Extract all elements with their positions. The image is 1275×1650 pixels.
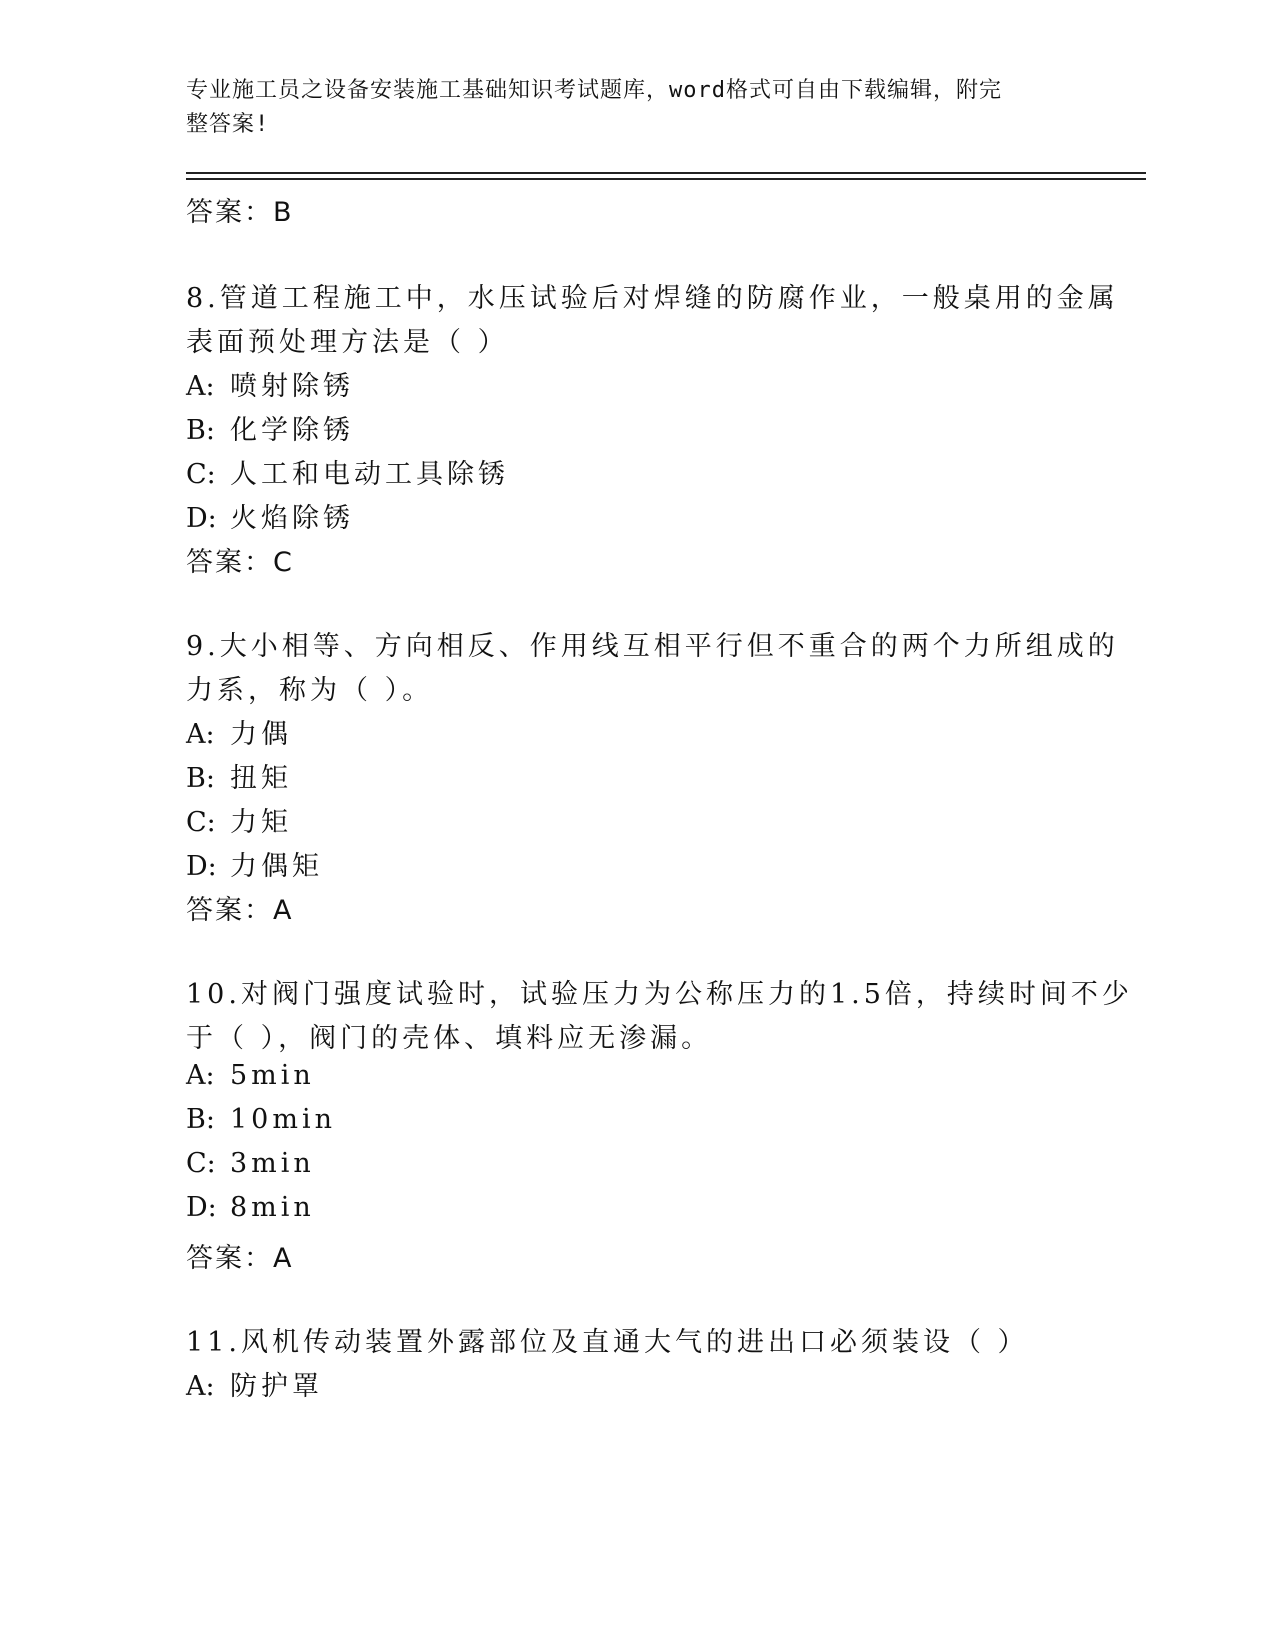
answer-line: 答案：B [186, 197, 294, 228]
question-10-line-1: 10.对阀门强度试验时，试验压力为公称压力的1.5倍，持续时间不少 [186, 979, 1133, 1010]
question-8-option-b [186, 408, 354, 447]
option-key: A: [186, 371, 215, 402]
option-text: 力矩 [230, 807, 292, 838]
header-line-1: 专业施工员之设备安装施工基础知识考试题库，word格式可自由下载编辑，附完 [186, 78, 1002, 103]
option-text: 扭矩 [230, 763, 292, 794]
option-key: A: [186, 1371, 215, 1402]
question-9-line-1: 9.大小相等、方向相反、作用线互相平行但不重合的两个力所组成的 [186, 631, 1119, 662]
question-8-line-1: 8.管道工程施工中，水压试验后对焊缝的防腐作业，一般桌用的金属 [186, 283, 1119, 314]
option-text: 8min [230, 1192, 315, 1223]
question-8-option-c [186, 452, 509, 491]
header-rule-upper [186, 172, 1146, 174]
question-11-option-a [186, 1364, 323, 1403]
question-8-option-a [186, 364, 354, 403]
question-9-option-b [186, 756, 292, 795]
question-10-option-b [186, 1104, 336, 1135]
question-9-line-2: 力系，称为（ ）。 [186, 675, 434, 706]
question-8-option-d [186, 496, 354, 535]
option-text: 人工和电动工具除锈 [230, 459, 509, 490]
question-9-option-d [186, 844, 323, 883]
option-key: C: [186, 807, 216, 838]
option-text: 防护罩 [230, 1371, 323, 1402]
option-text: 10min [230, 1104, 336, 1135]
question-10-option-a [186, 1060, 315, 1091]
document-header [186, 74, 1066, 142]
option-text: 3min [230, 1148, 315, 1179]
option-key: A: [186, 719, 215, 750]
option-key: B: [186, 763, 215, 794]
question-10-line-2: 于（ ），阀门的壳体、填料应无渗漏。 [186, 1023, 713, 1054]
option-key: B: [186, 415, 215, 446]
option-text: 力偶矩 [230, 851, 323, 882]
option-text: 喷射除锈 [230, 371, 354, 402]
question-8-line-2: 表面预处理方法是（ ） [186, 327, 509, 358]
question-10-option-d [186, 1192, 315, 1223]
option-text: 化学除锈 [230, 415, 354, 446]
option-key: D: [186, 503, 217, 534]
question-10-answer: 答案：A [186, 1243, 294, 1274]
question-9-option-a [186, 712, 292, 751]
option-key: A: [186, 1060, 215, 1091]
question-10-option-c [186, 1148, 315, 1179]
option-text: 火焰除锈 [230, 503, 354, 534]
option-text: 力偶 [230, 719, 292, 750]
question-9-answer: 答案：A [186, 895, 294, 926]
option-key: C: [186, 1148, 216, 1179]
header-rule-lower [186, 178, 1146, 180]
question-11-line-1: 11.风机传动装置外露部位及直通大气的进出口必须装设（ ） [186, 1327, 1029, 1358]
header-line-2: 整答案! [186, 112, 270, 137]
option-key: D: [186, 1192, 217, 1223]
question-8-answer: 答案：C [186, 547, 294, 578]
option-key: C: [186, 459, 216, 490]
question-9-option-c [186, 800, 292, 839]
option-text: 5min [230, 1060, 315, 1091]
option-key: B: [186, 1104, 215, 1135]
option-key: D: [186, 851, 217, 882]
